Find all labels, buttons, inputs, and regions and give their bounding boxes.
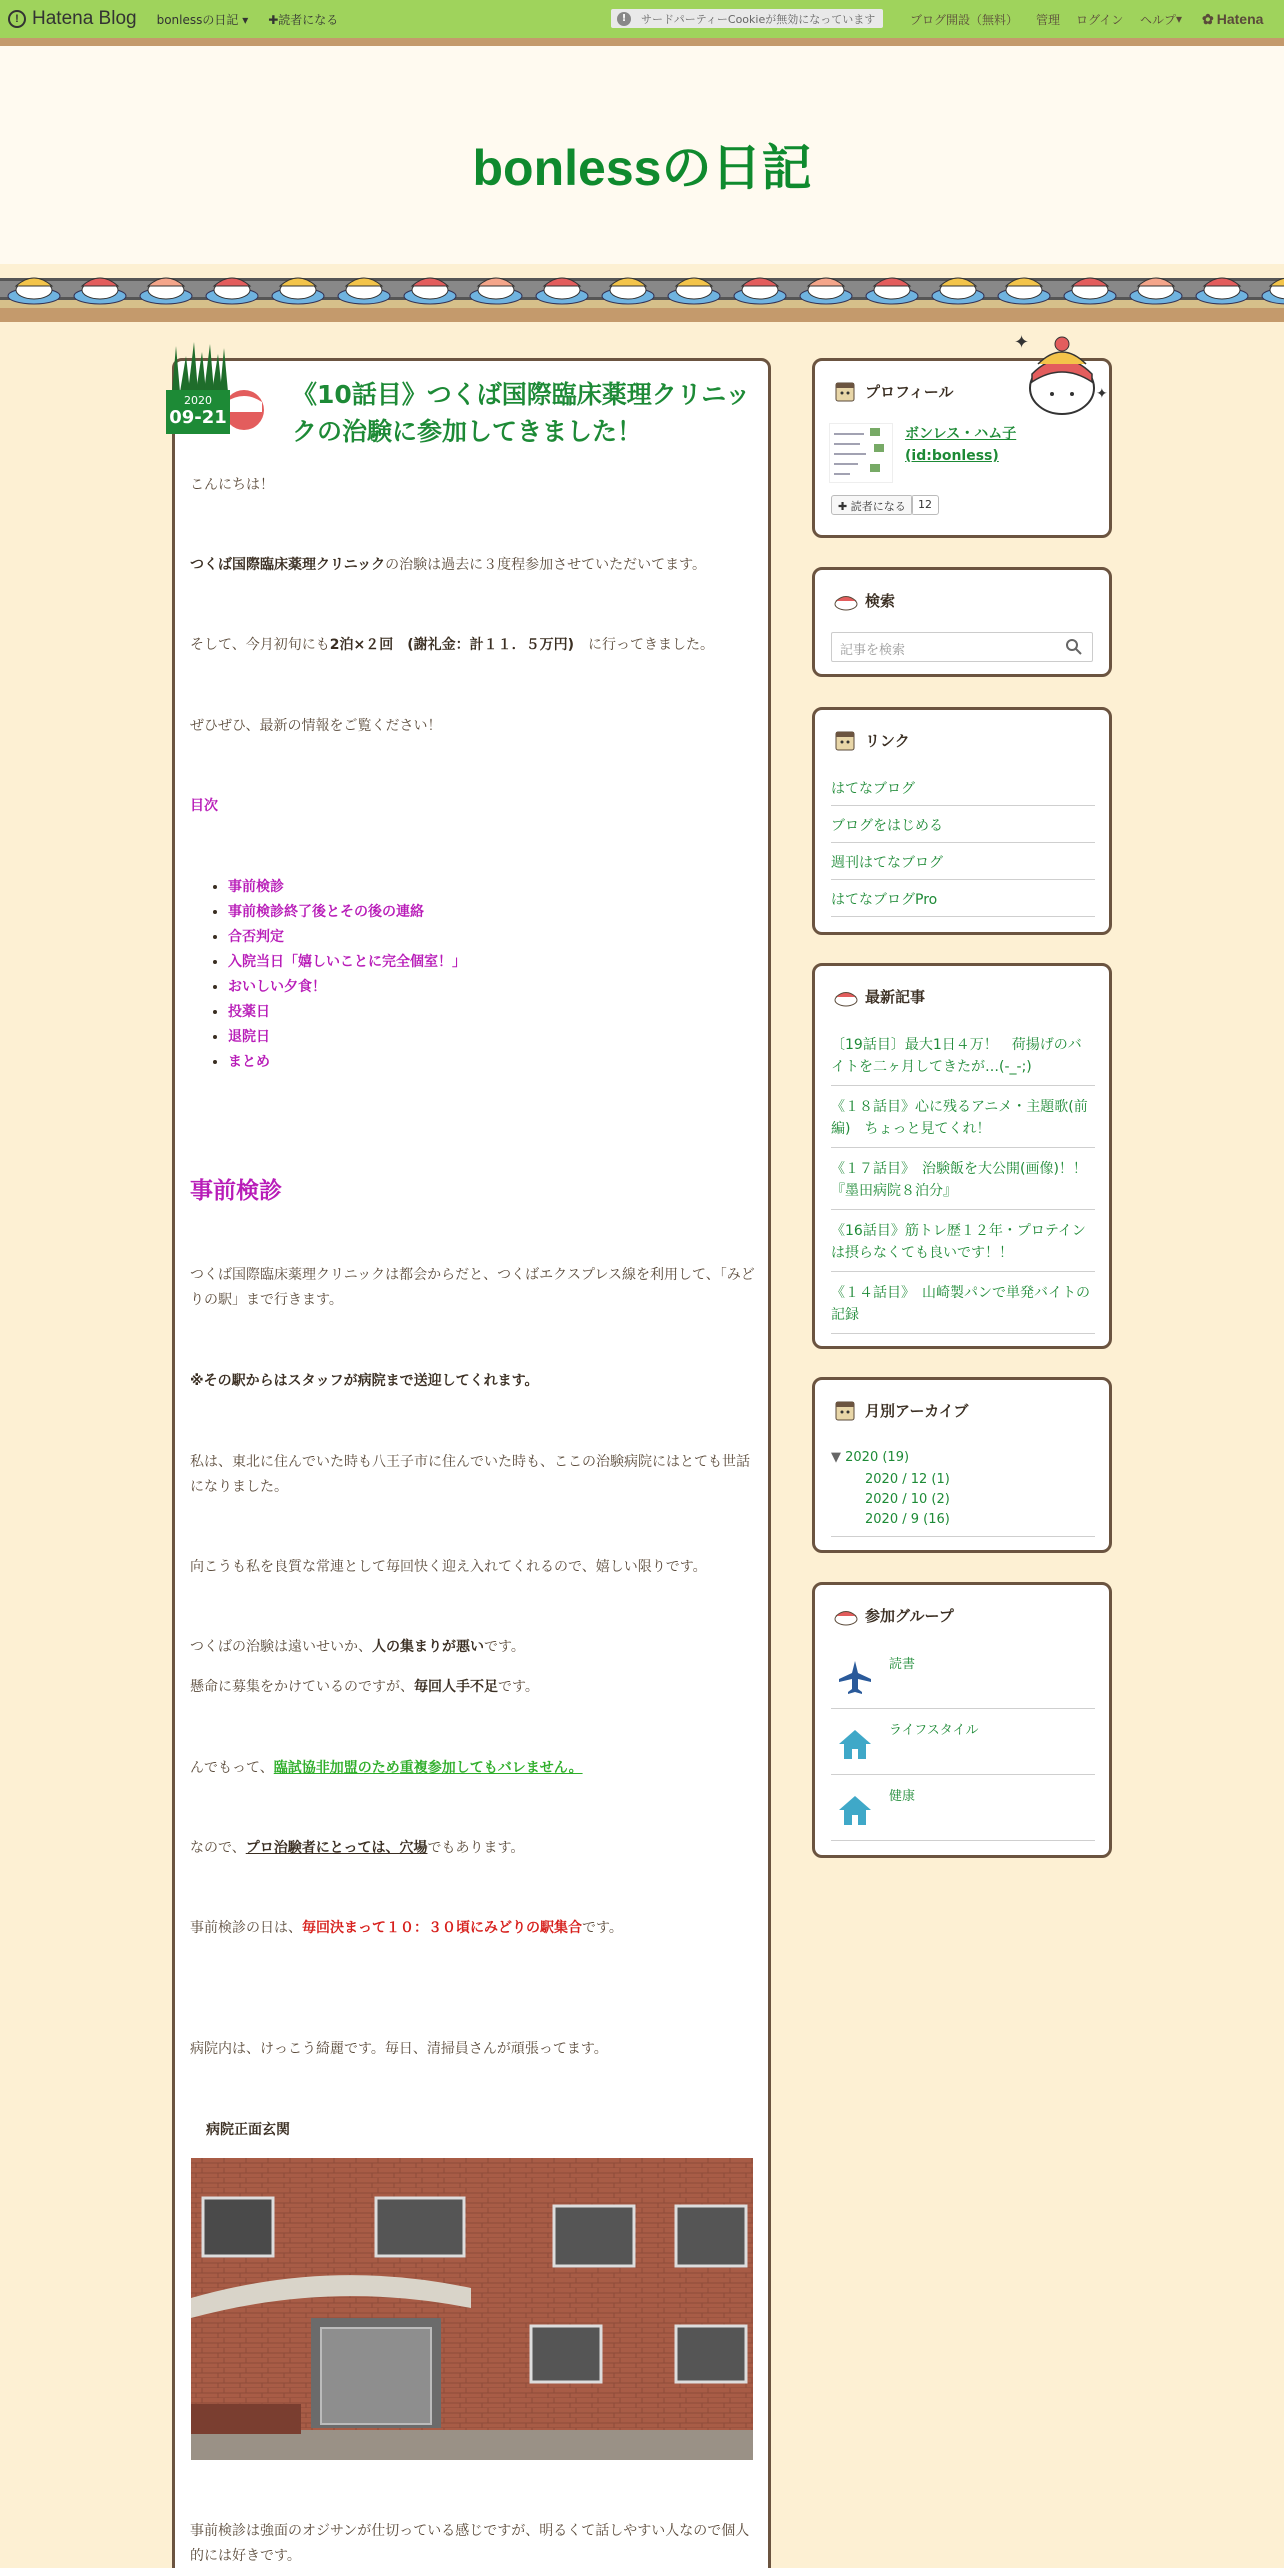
sushi-piece	[404, 278, 456, 304]
group-item[interactable]: 健康	[831, 1779, 1095, 1841]
search-input[interactable]: 記事を検索	[831, 632, 1093, 662]
search-module	[812, 567, 1112, 677]
profile-avatar[interactable]	[829, 423, 893, 483]
toc-item[interactable]: • 退院日	[228, 1025, 466, 1050]
group-item[interactable]: 読書	[831, 1647, 1095, 1709]
sushi-piece	[536, 278, 588, 304]
date-box[interactable]: 2020 09-21	[166, 390, 230, 434]
sushi-piece	[1130, 278, 1182, 304]
hatena-link[interactable]: ✿ Hatena	[1202, 10, 1264, 27]
sushi-piece	[74, 278, 126, 304]
triangle-down-icon: ▼	[831, 1450, 846, 1465]
paragraph: ※その駅からはスタッフが病院まで送迎してくれます。	[190, 1373, 539, 1389]
photo-illustration	[191, 2158, 753, 2460]
sushi-icon	[833, 984, 859, 1008]
date-badge	[166, 340, 270, 436]
toc-item[interactable]: • 事前検診	[228, 875, 466, 900]
blog-title[interactable]: bonlessの日記	[472, 140, 812, 196]
house-icon	[837, 1793, 873, 1827]
toc-item[interactable]: • 入院当日「嬉しいことに完全個室！」	[228, 950, 466, 975]
recent-post-link[interactable]: 《１４話目》 山崎製パンで単発バイトの記録	[831, 1282, 1095, 1334]
sushi-piece	[932, 278, 984, 304]
login-link[interactable]: ログイン	[1076, 12, 1124, 27]
module-title: リンク	[833, 728, 910, 752]
help-dropdown[interactable]: ヘルプ ▾	[1140, 12, 1183, 27]
groups-module	[812, 1582, 1112, 1858]
toc-item[interactable]: • 事前検診終了後とその後の連絡	[228, 900, 466, 925]
paragraph: 事前検診は強面のオジサンが仕切っている感じですが、明るくて話しやすい人なので個人的には好きです。	[190, 2523, 750, 2564]
search-icon[interactable]	[1065, 638, 1083, 656]
warning-icon: !	[617, 12, 631, 26]
archive-module	[812, 1377, 1112, 1553]
sushi-piece	[1064, 278, 1116, 304]
divider	[831, 1536, 1095, 1537]
paragraph: なので、プロ治験者にとっては、穴場でもあります。	[190, 1840, 525, 1856]
admin-link[interactable]: 管理	[1036, 12, 1061, 27]
archive-month-link[interactable]: 2020 / 9 (16)	[865, 1512, 950, 1527]
toc-item[interactable]: • まとめ	[228, 1050, 466, 1075]
module-title: 最新記事	[833, 984, 925, 1008]
recent-post-link[interactable]: 〔19話目〕最大1日４万！ 荷揚げのバイトを二ヶ月してきたが…(-_-;)	[831, 1034, 1095, 1086]
svg-text:✦: ✦	[1014, 332, 1030, 353]
tea-cup-icon	[833, 728, 859, 752]
section-heading: 事前検診	[190, 1178, 282, 1204]
sidebar-link[interactable]: ブログをはじめる	[831, 815, 1095, 843]
paragraph: ぜひぜひ、最新の情報をご覧ください！	[190, 718, 442, 734]
paragraph: 懸命に募集をかけているのですが、毎回人手不足です。	[190, 1679, 539, 1695]
recent-post-link[interactable]: 《16話目》筋トレ歴１２年・プロテインは摂らなくても良いです！！	[831, 1220, 1095, 1272]
links-module	[812, 707, 1112, 935]
sushi-piece	[1262, 278, 1284, 304]
sushi-icon	[833, 588, 859, 612]
sushi-piece	[272, 278, 324, 304]
hatena-logo-icon: !	[8, 10, 26, 28]
sushi-decoration	[0, 264, 1284, 324]
paragraph: 向こうも私を良質な常連として毎回快く迎え入れてくれるので、嬉しい限りです。	[190, 1559, 707, 1575]
sushi-piece	[998, 278, 1050, 304]
tea-cup-icon	[833, 379, 859, 403]
recent-posts-module	[812, 963, 1112, 1349]
sushi-icon	[833, 1603, 859, 1627]
paragraph: 病院内は、けっこう綺麗です。毎日、清掃員さんが頑張ってます。	[190, 2041, 608, 2057]
sushi-piece	[140, 278, 192, 304]
recent-post-link[interactable]: 《１８話目》心に残るアニメ・主題歌(前編) ちょっと見てくれ！	[831, 1096, 1095, 1148]
sushi-mascot-decoration	[1004, 318, 1116, 418]
svg-text:✦: ✦	[1096, 386, 1108, 402]
toc-item[interactable]: • 合否判定	[228, 925, 466, 950]
paragraph: 事前検診の日は、毎回決まって１０：３０頃にみどりの駅集合です。	[190, 1920, 623, 1936]
module-title: 月別アーカイブ	[833, 1398, 968, 1422]
sushi-piece	[602, 278, 654, 304]
header-border	[0, 38, 1284, 46]
open-blog-link[interactable]: ブログ開設（無料）	[910, 12, 1019, 27]
archive-month-link[interactable]: 2020 / 10 (2)	[865, 1492, 950, 1507]
sidebar-link[interactable]: はてなブログ	[831, 778, 1095, 806]
table-of-contents	[228, 875, 466, 1075]
inline-link[interactable]: 重複参加してもバレません。	[399, 1760, 583, 1776]
module-title: プロフィール	[833, 379, 954, 403]
inline-link[interactable]: 臨試協非加盟のため	[273, 1760, 400, 1776]
sushi-piece	[800, 278, 852, 304]
paragraph: 私は、東北に住んでいた時も八王子市に住んでいた時も、ここの治験病院にはとても世話になりました。	[190, 1454, 750, 1495]
sushi-piece	[668, 278, 720, 304]
hatena-mark-icon: ✿	[1202, 10, 1214, 27]
archive-year-toggle[interactable]: ▼ 2020 (19)	[831, 1450, 910, 1465]
sushi-piece	[470, 278, 522, 304]
sushi-piece	[8, 278, 60, 304]
paragraph: つくば国際臨床薬理クリニックは都会からだと、つくばエクスプレス線を利用して、「みどりの駅」まで行きます。	[190, 1267, 755, 1308]
paragraph: つくば国際臨床薬理クリニックの治験は過去に３度程参加させていただいてます。	[190, 557, 707, 573]
module-title: 検索	[833, 588, 895, 612]
paragraph: んでもって、臨試協非加盟のため重複参加してもバレません。	[190, 1760, 583, 1776]
sushi-piece	[338, 278, 390, 304]
sushi-piece	[734, 278, 786, 304]
article-title[interactable]: 《10話目》つくば国際臨床薬理クリニックの治験に参加してきました！	[292, 380, 751, 446]
subscribe-link[interactable]: ✚読者になる	[268, 12, 339, 27]
sushi-piece	[1196, 278, 1248, 304]
blog-menu-dropdown[interactable]: bonlessの日記 ▾	[156, 12, 249, 27]
tea-cup-icon	[833, 1398, 859, 1422]
subscriber-count: 12	[911, 495, 939, 515]
recent-post-link[interactable]: 《１７話目》 治験飯を大公開(画像)！！『墨田病院８泊分』	[831, 1158, 1095, 1210]
photo-caption: 病院正面玄関	[206, 2122, 290, 2138]
cookie-notice: ! サードパーティーCookieが無効になっています	[611, 9, 883, 28]
archive-month-link[interactable]: 2020 / 12 (1)	[865, 1472, 950, 1487]
group-item[interactable]: ライフスタイル	[831, 1713, 1095, 1775]
airplane-icon	[837, 1659, 873, 1695]
hospital-entrance-photo[interactable]	[191, 2158, 753, 2460]
module-title: 参加グループ	[833, 1603, 954, 1627]
toc-heading: 目次	[190, 798, 218, 814]
toc-item[interactable]: • おいしい夕食！	[228, 975, 466, 1000]
sushi-piece	[206, 278, 258, 304]
avatar-image	[830, 424, 893, 483]
paragraph: こんにちは！	[190, 477, 274, 493]
hatena-blog-logo[interactable]: ! Hatena Blog	[8, 8, 137, 30]
archive-months	[865, 1470, 950, 1530]
toc-item[interactable]: • 投薬日	[228, 1000, 466, 1025]
subscribe-button[interactable]: ✚ 読者になる	[831, 495, 913, 515]
sushi-piece	[866, 278, 918, 304]
paragraph: つくばの治験は遠いせいか、人の集まりが悪いです。	[190, 1639, 525, 1655]
sidebar-link[interactable]: 週刊はてなブログ	[831, 852, 1095, 880]
house-icon	[837, 1727, 873, 1761]
sidebar-link[interactable]: はてなブログPro	[831, 889, 1095, 917]
profile-name-link[interactable]: ボンレス・ハム子 (id:bonless)	[905, 426, 1017, 464]
paragraph: そして、今月初旬にも2泊×２回 (謝礼金：計１１．５万円) に行ってきました。	[190, 637, 715, 653]
